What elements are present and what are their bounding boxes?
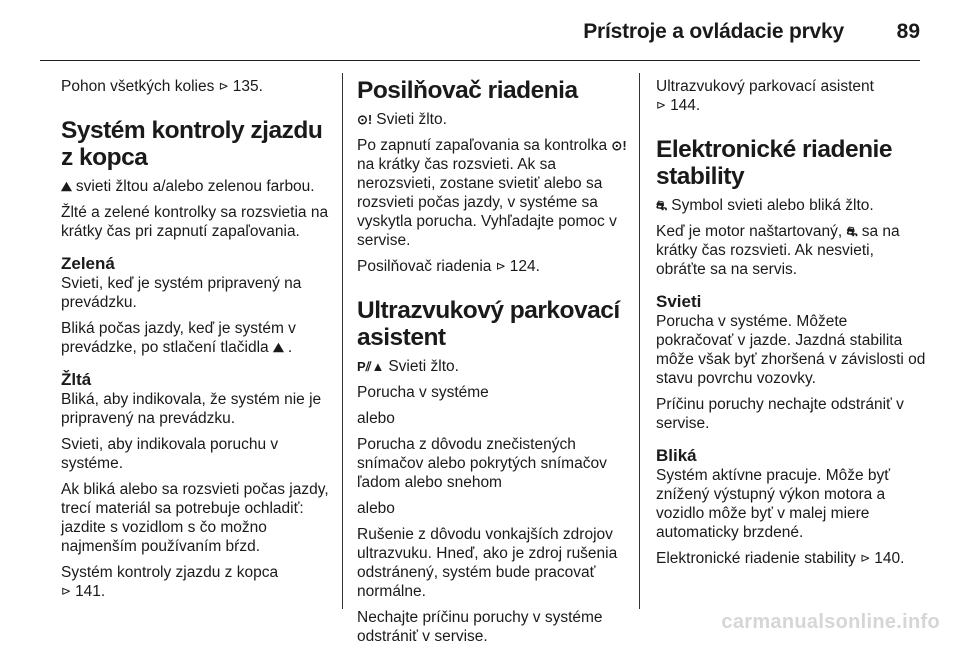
power-steering-icon: ⊙!	[357, 112, 373, 127]
paragraph: Príčinu poruchy nechajte odstrániť v servise.	[656, 396, 904, 432]
hill-symbol-paragraph: ⛰ svieti žltou a/alebo zelenou farbou.	[61, 178, 315, 195]
page-reference-icon: ⊳	[218, 79, 229, 93]
intro-paragraph: Pohon všetkých kolies ⊳ 135.	[61, 78, 263, 95]
page-number: 89	[896, 20, 920, 43]
paragraph: Rušenie z dôvodu vonkajších zdrojov ultrazvuku. Hneď, ako je zdroj rušenia odstránený, systém bude pracovať normálne.	[357, 526, 618, 600]
paragraph: Porucha v systéme	[357, 384, 489, 401]
column-divider	[342, 73, 343, 609]
steer-symbol-paragraph: ⊙! Svieti žlto.	[357, 111, 447, 128]
subheading-lit: Svieti	[656, 292, 702, 311]
power-steering-icon: ⊙!	[611, 138, 627, 153]
paragraph: Ultrazvukový parkovací asistent ⊳ 144.	[656, 78, 874, 114]
page-header	[0, 0, 960, 62]
chapter-title: Prístroje a ovládacie prvky	[583, 20, 844, 43]
section-heading-power-steering: Posilňovač riadenia	[357, 77, 578, 104]
paragraph: Elektronické riadenie stability ⊳ 140.	[656, 550, 905, 567]
page-reference-link[interactable]: 141.	[75, 583, 106, 600]
page-reference-link[interactable]: 140.	[874, 550, 905, 567]
watermark: carmanualsonline.info	[721, 611, 940, 633]
paragraph: Posilňovač riadenia ⊳ 124.	[357, 258, 540, 275]
paragraph: Svieti, keď je systém pripravený na prevádzku.	[61, 275, 302, 311]
paragraph: alebo	[357, 410, 395, 427]
page-reference-icon: ⊳	[860, 551, 871, 565]
subheading-blinking: Bliká	[656, 446, 697, 465]
paragraph: Systém aktívne pracuje. Môže byť znížený výstupný výkon motora a vozidlo môže byť v malej miere automaticky brzdené.	[656, 467, 891, 541]
paragraph: Nechajte príčinu poruchy v systéme odstrániť v servise.	[357, 609, 603, 645]
column-3	[656, 77, 926, 575]
section-heading-hill-descent: Systém kontroly zjazdu z kopca	[61, 117, 323, 171]
page-reference-icon: ⊳	[61, 584, 72, 598]
parking-assist-icon: P⫽▲	[357, 359, 385, 374]
paragraph: Porucha z dôvodu znečistených snímačov alebo pokrytých snímačov ľadom alebo snehom	[357, 436, 607, 491]
subheading-green: Zelená	[61, 254, 115, 273]
page-reference-link[interactable]: 144.	[670, 97, 701, 114]
column-divider	[639, 73, 640, 609]
stability-control-icon: ⛐	[656, 198, 668, 213]
subheading-yellow: Žltá	[61, 370, 92, 389]
paragraph: Porucha v systéme. Môžete pokračovať v jazde. Jazdná stabilita môže však byť zhoršená v závislosti od stavu povrchu vozovky.	[656, 313, 926, 387]
park-symbol-paragraph: P⫽▲ Svieti žlto.	[357, 358, 459, 375]
paragraph: Bliká počas jazdy, keď je systém v prevádzke, po stlačení tlačidla ⛰ .	[61, 320, 296, 356]
header-rule	[40, 60, 920, 61]
page-reference-link[interactable]: 135.	[232, 78, 263, 95]
paragraph: Systém kontroly zjazdu z kopca ⊳ 141.	[61, 564, 279, 600]
page-reference-icon: ⊳	[495, 259, 506, 273]
column-1	[61, 77, 335, 608]
paragraph: Po zapnutí zapaľovania sa kontrolka ⊙!na krátky čas rozsvieti. Ak sa nerozsvieti, zostane svietiť alebo sa rozsvieti počas jazdy, v systéme sa vyskytla porucha. Vyhľadajte pomoc v servise.	[357, 137, 627, 249]
paragraph: Svieti, aby indikovala poruchu v systéme.	[61, 436, 279, 472]
page-reference-link[interactable]: 124.	[509, 258, 540, 275]
paragraph: Bliká, aby indikovala, že systém nie je pripravený na prevádzku.	[61, 391, 322, 427]
hill-descent-icon: ⛰	[272, 340, 284, 355]
section-heading-parking-assist: Ultrazvukový parkovací asistent	[357, 297, 620, 351]
section-heading-stability-control: Elektronické riadenie stability	[656, 136, 892, 190]
paragraph: Ak bliká alebo sa rozsvieti počas jazdy, trecí materiál sa potrebuje ochladiť: jazdite s vozidlom s čo možno najmenším používaním bŕzd.	[61, 481, 329, 555]
hill-descent-icon: ⛰	[61, 179, 72, 194]
paragraph: alebo	[357, 500, 395, 517]
column-2	[357, 77, 633, 653]
page-reference-icon: ⊳	[656, 98, 667, 112]
paragraph: Keď je motor naštartovaný, ⛐ sa na krátky čas rozsvieti. Ak nesvieti, obráťte sa na servis.	[656, 223, 900, 278]
esc-symbol-paragraph: ⛐ Symbol svieti alebo bliká žlto.	[656, 197, 874, 214]
paragraph: Žlté a zelené kontrolky sa rozsvietia na krátky čas pri zapnutí zapaľovania.	[61, 204, 329, 240]
stability-control-icon: ⛐	[846, 224, 858, 239]
